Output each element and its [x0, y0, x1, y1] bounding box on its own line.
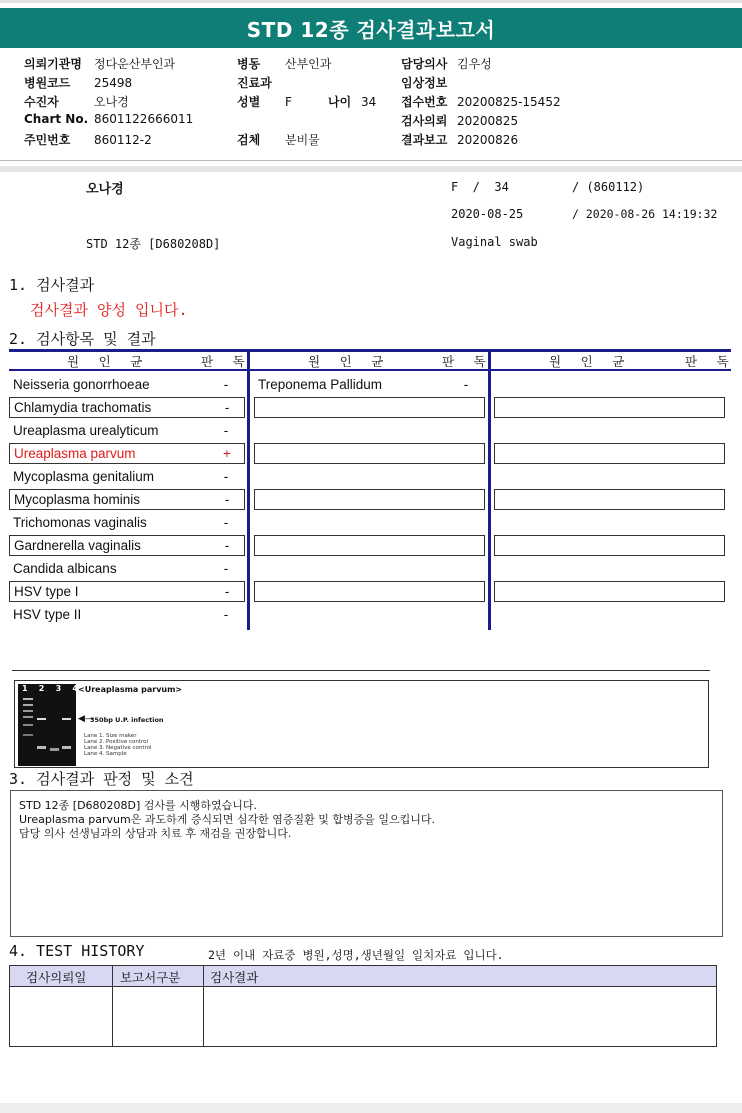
header-field-label: 임상정보 [401, 76, 448, 90]
history-col-divider-2 [203, 965, 204, 1047]
header-field-value: 분비물 [285, 133, 320, 147]
gel-lane-numbers [22, 684, 78, 693]
judgement-value: - [224, 538, 230, 553]
comment-line: 담당 의사 선생님과의 상담과 치료 후 재검을 권장합니다. [19, 827, 292, 840]
report-title: STD 12종 검사결과보고서 [0, 8, 742, 48]
top-edge [0, 0, 742, 3]
gel-arrow-icon: ◀— [78, 714, 94, 724]
result-row [9, 581, 245, 602]
bottom-edge [0, 1103, 742, 1113]
pathogen-name: Ureaplasma parvum [14, 446, 136, 461]
age-value: 34 [361, 95, 377, 109]
result-row [9, 489, 245, 510]
pathogen-name: Candida albicans [13, 561, 117, 576]
gel-lane-number: 4 [72, 684, 78, 693]
comment-line: Ureaplasma parvum은 과도하게 증식되면 심각한 염증질환 및 합병증을 일으킵니다. [19, 813, 435, 826]
result-row [494, 581, 725, 602]
judgement-value: - [223, 423, 229, 438]
section-2-title: 2. 검사항목 및 결과 [9, 330, 156, 348]
gel-top-rule [12, 670, 710, 671]
judgement-value: - [223, 561, 229, 576]
header-field [401, 55, 492, 72]
header-field-value: F [285, 95, 292, 109]
history-col-report-type: 보고서구분 [120, 970, 181, 985]
history-col-request-date: 검사의뢰일 [26, 970, 87, 985]
section-3-title: 3. 검사결과 판정 및 소견 [9, 770, 194, 788]
judgement-value: - [223, 377, 229, 392]
header-divider [0, 160, 742, 161]
header-field [237, 93, 292, 110]
pathogen-name: Treponema Pallidum [258, 377, 383, 392]
result-summary: 검사결과 양성 입니다. [30, 301, 188, 319]
judgement-value: - [224, 400, 230, 415]
header-field-value: 오나경 [94, 95, 129, 109]
result-row [494, 397, 725, 418]
result-row [254, 558, 485, 579]
history-table-header [9, 965, 717, 987]
result-row [254, 581, 485, 602]
gel-lane-number: 1 [22, 684, 28, 693]
sex-age: F / 34 [451, 180, 509, 194]
judgement-value: - [224, 492, 230, 507]
header-field-label: 성별 [237, 95, 261, 109]
result-row [9, 374, 245, 395]
judgement-value: - [463, 377, 469, 392]
result-row [254, 420, 485, 441]
header-field-label: 의뢰기관명 [24, 57, 82, 71]
header-field [401, 74, 457, 91]
result-row [9, 443, 245, 464]
gel-legend-item: Lane 2. Positive control [84, 739, 149, 745]
col-header-pathogen: 원 인 균 [67, 354, 149, 369]
table-divider-1 [247, 349, 250, 630]
header-field-value: 8601122666011 [94, 112, 194, 126]
judgement-value: - [223, 469, 229, 484]
header-field-value: 20200825-15452 [457, 95, 561, 109]
pathogen-name: Ureaplasma urealyticum [13, 423, 159, 438]
birth-date: / (860112) [572, 180, 645, 194]
request-date: 2020-08-25 [451, 207, 524, 221]
header-field [237, 131, 320, 148]
judgement-value: - [224, 584, 230, 599]
header-field [24, 112, 193, 126]
col-header-judgement: 판 독 [685, 354, 735, 369]
header-field-label: 주민번호 [24, 133, 71, 147]
pathogen-name: HSV type I [14, 584, 79, 599]
pathogen-name: Neisseria gonorrhoeae [13, 377, 150, 392]
gel-electrophoresis-image [18, 684, 76, 766]
header-field-label: 검사의뢰 [401, 114, 448, 128]
header-field [401, 131, 518, 148]
gel-title: <Ureaplasma parvum> [78, 685, 183, 694]
result-row [494, 535, 725, 556]
header-field-value: 정다운산부인과 [94, 57, 176, 71]
header-field-label: Chart No. [24, 112, 89, 126]
judgement-comment-box [10, 790, 723, 937]
header-field [24, 74, 132, 91]
result-row [9, 604, 245, 625]
result-row [254, 374, 485, 395]
pathogen-name: Mycoplasma hominis [14, 492, 141, 507]
header-field-label: 검체 [237, 133, 261, 147]
header-field-value: 김우성 [457, 57, 492, 71]
header-field [237, 55, 331, 72]
pathogen-name: Chlamydia trachomatis [14, 400, 152, 415]
result-row [254, 535, 485, 556]
test-code: STD 12종 [D680208D] [86, 237, 221, 251]
header-field-label: 접수번호 [401, 95, 448, 109]
gel-legend-item: Lane 3. Negative control [84, 745, 152, 751]
header-field [401, 93, 561, 110]
age-field [328, 93, 388, 110]
result-row [254, 397, 485, 418]
judgement-value: - [223, 607, 229, 622]
section-1-title: 1. 검사결과 [9, 276, 95, 294]
header-gray-bar [0, 166, 742, 172]
header-field-value: 20200825 [457, 114, 519, 128]
header-field-value: 산부인과 [285, 57, 332, 71]
pathogen-name: Gardnerella vaginalis [14, 538, 141, 553]
pathogen-name: Trichomonas vaginalis [13, 515, 147, 530]
result-row [9, 466, 245, 487]
judgement-value: + [223, 446, 231, 461]
result-row [254, 604, 485, 625]
result-row [494, 489, 725, 510]
comment-line: STD 12종 [D680208D] 검사를 시행하였습니다. [19, 799, 258, 812]
table-divider-2 [488, 349, 491, 630]
header-field [24, 55, 175, 72]
result-row [9, 420, 245, 441]
header-field [401, 112, 518, 129]
gel-legend [84, 733, 152, 757]
header-field-label: 병동 [237, 57, 261, 71]
header-field-value: 20200826 [457, 133, 519, 147]
history-col-result: 검사결과 [210, 970, 259, 985]
result-row [254, 512, 485, 533]
header-field [24, 93, 129, 110]
gel-legend-item: Lane 1. Size maker [84, 733, 137, 739]
header-field-label: 담당의사 [401, 57, 448, 71]
header-field-value: 25498 [94, 76, 133, 90]
result-row [254, 489, 485, 510]
section-4-title: 4. TEST HISTORY [9, 942, 145, 960]
pathogen-name: Mycoplasma genitalium [13, 469, 155, 484]
result-row [494, 443, 725, 464]
gel-lane-number: 2 [38, 684, 45, 693]
header-field-label: 진료과 [237, 76, 272, 90]
history-note: 2년 이내 자료중 병원,성명,생년월일 일치자료 입니다. [208, 948, 504, 962]
header-field-label: 병원코드 [24, 76, 71, 90]
report-datetime: / 2020-08-26 14:19:32 [572, 207, 718, 221]
history-col-divider-1 [112, 965, 113, 1047]
result-row [9, 535, 245, 556]
result-row [254, 443, 485, 464]
result-row [254, 466, 485, 487]
header-field [24, 131, 152, 148]
gel-lane-number: 3 [55, 684, 62, 693]
result-row [9, 397, 245, 418]
header-field-label: 결과보고 [401, 133, 448, 147]
patient-name: 오나경 [86, 182, 124, 197]
pathogen-name: HSV type II [13, 607, 82, 622]
header-field [237, 74, 285, 91]
specimen: Vaginal swab [451, 235, 538, 249]
judgement-value: - [223, 515, 229, 530]
gel-legend-item: Lane 4. Sample [84, 751, 127, 757]
col-header-pathogen: 원 인 균 [308, 354, 390, 369]
col-header-judgement: 판 독 [442, 354, 492, 369]
header-field-value: 860112-2 [94, 133, 152, 147]
gel-bands-graphic [18, 684, 76, 766]
col-header-pathogen: 원 인 균 [549, 354, 631, 369]
gel-band-label: 350bp U.P. infection [90, 716, 164, 724]
header-field-label: 수진자 [24, 95, 59, 109]
age-label: 나이 [328, 95, 352, 109]
result-row [9, 512, 245, 533]
result-row [9, 558, 245, 579]
col-header-judgement: 판 독 [201, 354, 251, 369]
